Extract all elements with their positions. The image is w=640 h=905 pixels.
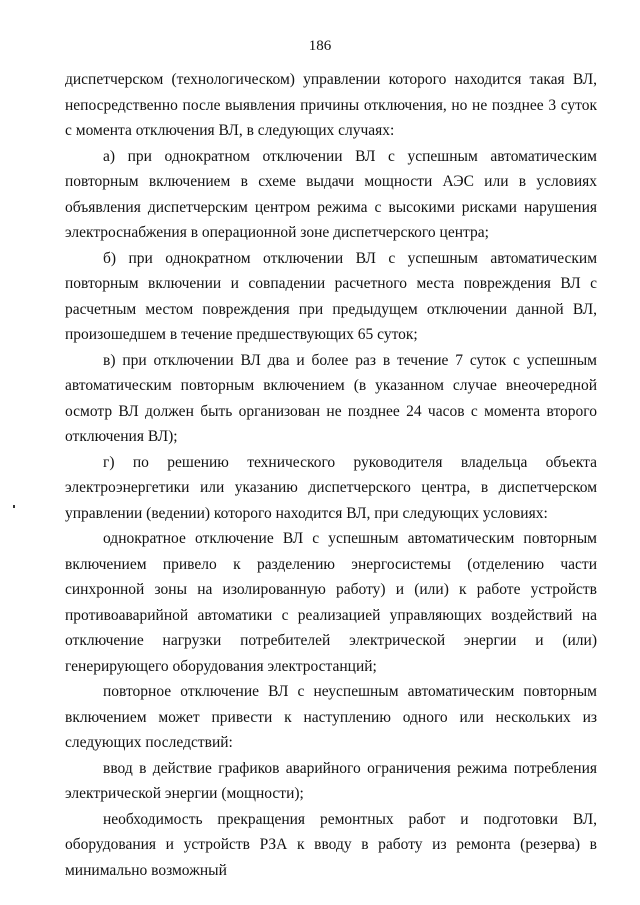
scan-artifact-mark <box>13 505 15 508</box>
paragraph-item-g: г) по решению технического руководителя владельца объекта электроэнергетики или указанию диспетчерского центра, в диспетчерском управлении (ведении) которого находится ВЛ, при следующих условиях: <box>65 453 597 522</box>
paragraph-consequence-2: необходимость прекращения ремонтных работ и подготовки ВЛ, оборудования и устройств РЗА к вводу в работу из ремонта (резерва) в минимально возможный <box>65 810 597 879</box>
paragraph-condition-1: однократное отключение ВЛ с успешным автоматическим повторным включением привело к разделению энергосистемы (отделению части синхронной зоны на изолированную работу) и (или) к работе устройств противоаварийной автоматики с реализацией управляющих воздействий на отключение нагрузки потребителей электрической энергии и (или) генерирующего оборудования электростанций; <box>65 530 597 675</box>
paragraph-item-a: а) при однократном отключении ВЛ с успешным автоматическим повторным включением в схеме выдачи мощности АЭС или в условиях объявления диспетчерским центром режима с высокими рисками нарушения электроснабжения в операционной зоне диспетчерского центра; <box>65 147 597 241</box>
document-body <box>65 67 597 883</box>
paragraph-condition-2: повторное отключение ВЛ с неуспешным автоматическим повторным включением может привести к наступлению одного или нескольких из следующих последствий: <box>65 683 597 751</box>
paragraph-item-b: б) при однократном отключении ВЛ с успешным автоматическим повторным включении и совпадении расчетного места повреждения ВЛ с расчетным местом повреждения при предыдущем отключении данной ВЛ, произошедшем в течение предшествующих 65 суток; <box>65 249 597 343</box>
page-number: 186 <box>308 38 332 54</box>
paragraph-continuation: диспетчерском (технологическом) управлении которого находится такая ВЛ, непосредственно после выявления причины отключения, но не позднее 3 суток с момента отключения ВЛ, в следующих случаях: <box>65 71 597 139</box>
paragraph-item-v: в) при отключении ВЛ два и более раз в течение 7 суток с успешным автоматическим повторным включением (в указанном случае внеочередной осмотр ВЛ должен быть организован не позднее 24 часов с момента второго отключения ВЛ); <box>65 351 597 445</box>
paragraph-consequence-1: ввод в действие графиков аварийного ограничения режима потребления электрической энергии (мощности); <box>65 759 597 802</box>
